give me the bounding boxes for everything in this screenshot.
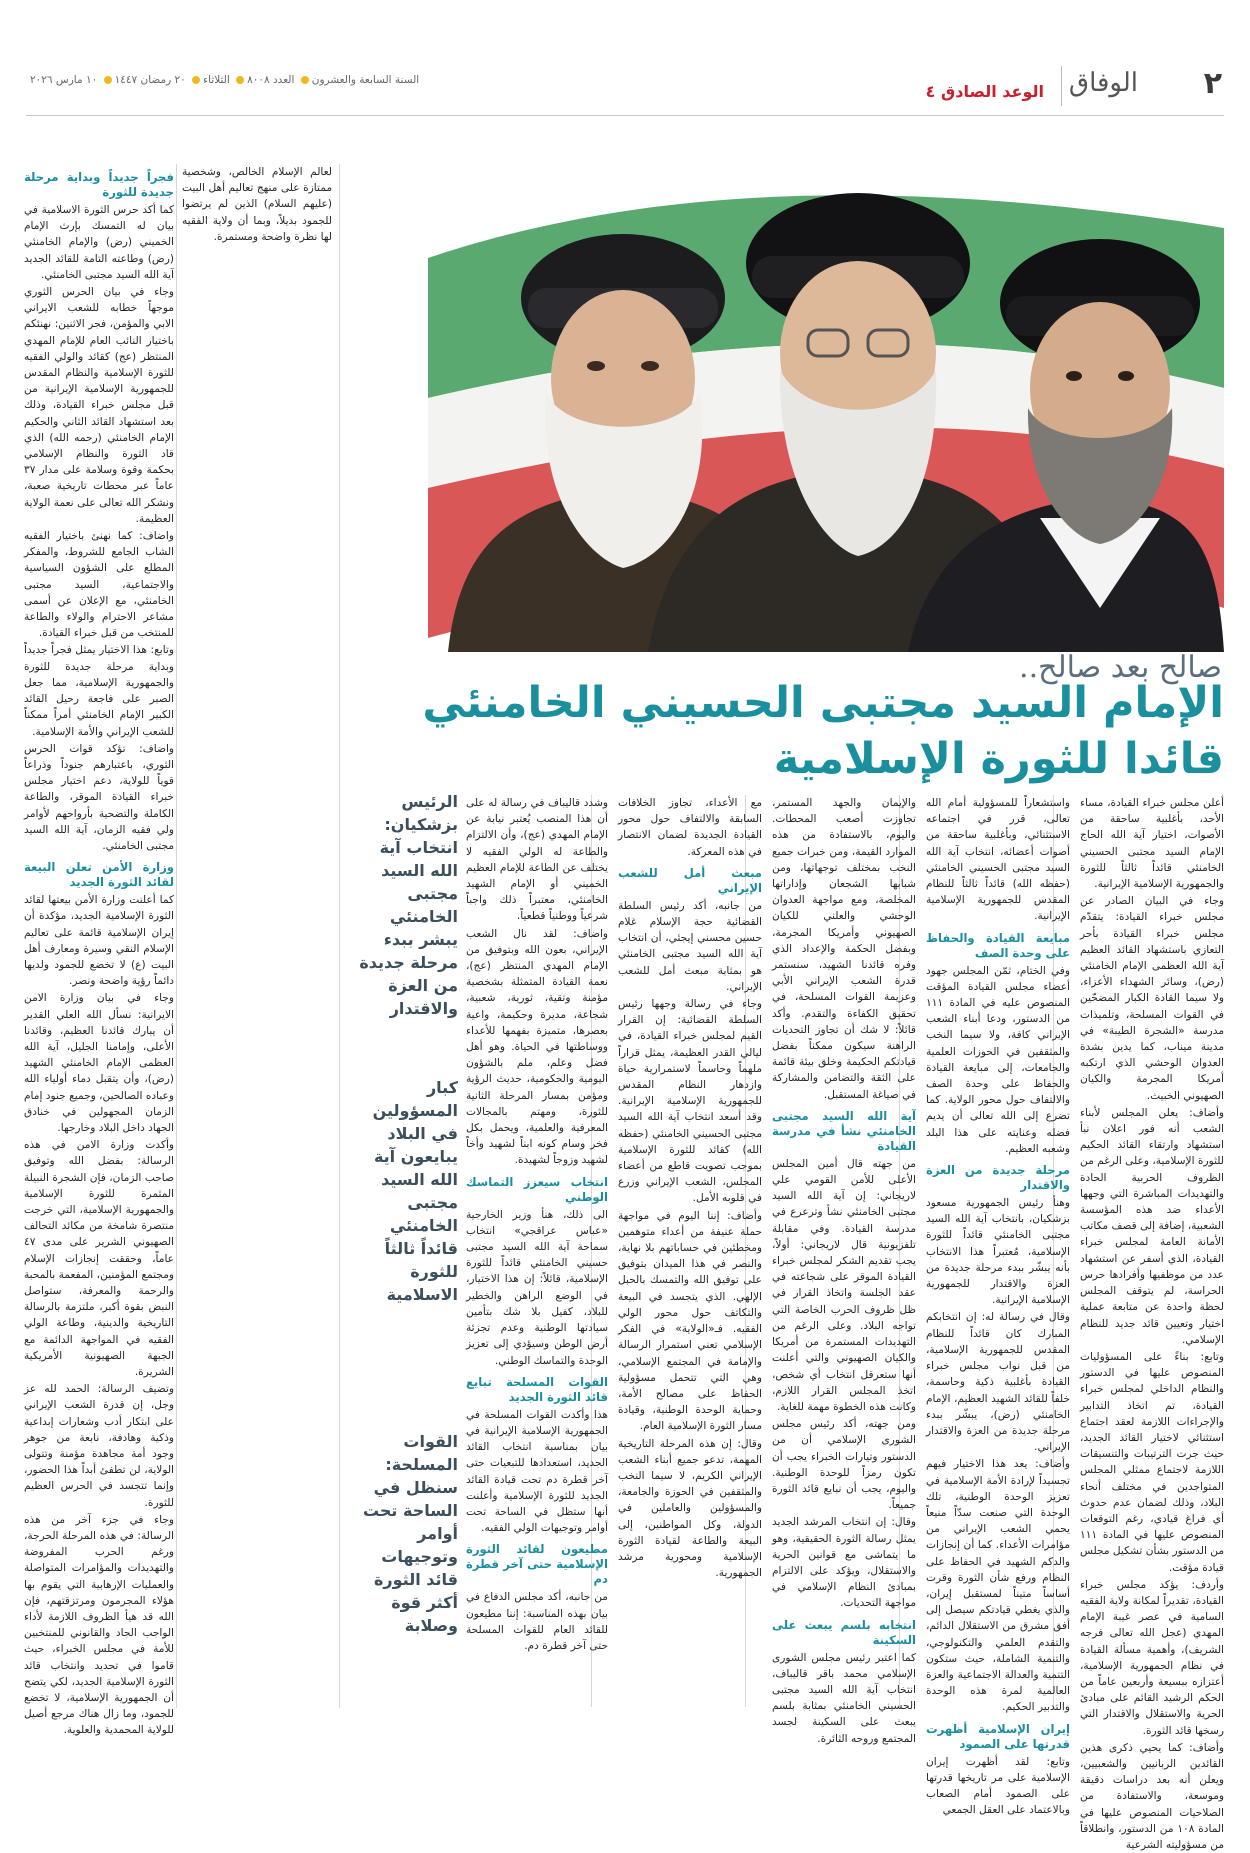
paragraph: كما اعتبر رئيس مجلس الشورى الإسلامي محمد باقر قاليباف، انتخاب آية الله السيد مجتبى الحسيني الخامنئي بمثابة بلسم يبعث على السكينة لجسد المجتمع وروحه الثائرة. [772, 1651, 916, 1745]
paragraph: وأضاف: يعد هذا الاختيار فيهم تجسيداً لإرادة الأمة الإسلامية في تعزيز الوحدة الوطنية، تلك الوحدة التي صنعت سدّاً منيعاً يحمي الشعب الإيراني من مؤامرات الأعداء. كما أن إنجازات والدكم الشهيد في الحفاظ على النظام ورفع شأن الثورة وقرت أساساً متيناً لمستقبل إيران، والذي يغطي قيادتكم سيصل إلى أفق مشرق من الاستقلال الدائم، والتقدم العلمي والتكنولوجي، والتنمية الشاملة، حيث ستكون التنمية والعدالة الاجتماعية والعزة العالمية لمرة هذه الوحدة والتدبير الحكيم. [926, 1458, 1070, 1714]
paragraph: كما أعلنت وزارة الأمن بيعتها لقائد الثورة الإسلامية الجديد، مؤكدة أن إيران الإسلامية قائمة على تعاليم الإسلام النقي وسيرة ومعارف أهل البيت (ع) لا تخضع للجمود ولديها دائماً رؤية واضحة ونصر. [24, 894, 174, 988]
subheading: انتخاب سيعزز التماسك الوطني [466, 1174, 608, 1204]
paragraph: والإيمان والجهد المستمر، تجاوزت أصعب المحطات. واليوم، بالاستفادة من هذه الموارد القيمة، ومن خبرات جميع النخب بمختلف توجهاتها، ومن شبابها الشجعان وإداراتها المخلصة، ومع مواجهة العدوان الوحشي والعلني للكيان الصهيوني وأمريكا المجرمة، وبفضل الحكمة والإعداد الذي وفره قائدنا الشهيد، سنستمر قدرة الشعب الإيراني الأبي وعزيمة القوات المسلحة، في تحقيق الكفاءة والتقدم. وأكد قائلاً: لا شك أن تجاوز التحديات الراهنة سيكون ممكناً بفضل قيادتكم الحكيمة وخلق بيئة قائمة على الثقة والتضامن والمشاركة في صياغة المستقبل. [772, 797, 916, 1101]
paragraph: لعالم الإسلام الخالص، وشخصية ممتازة على منهج تعاليم أهل البيت (عليهم السلام) الذين لم يرتضوا للجمود بديلاً، وبما أن ولاية الفقيه لها نظرة واضحة ومستمرة. [182, 166, 332, 243]
dateline-hijri: ٢٠ رمضان ١٤٤٧ [114, 74, 186, 86]
paragraph: وأردف: يؤكد مجلس خبراء القيادة، تقديراً لمكانة ولاية الفقيه السامية في عصر غيبة الإمام المهدي (عجل الله تعالى فرجه الشريف)، وأهمية مسألة القيادة في نظام الجمهورية الإسلامية، أعتزازه ببسيعة وأربعين عاماً من الحكم الرشيد القائم على مبادئ الحرية والاستقلال والاقتدار التي رسخها قائد الثورة. [1080, 1578, 1224, 1737]
paragraph: مع الأعداء، تجاوز الخلافات السابقة والالتفاف حول محور القيادة الجديدة لضمان الانتصار في هذه المعركة. [618, 797, 762, 858]
paragraph: ومن جهته، أكد رئيس مجلس الشورى الإسلامي أن من الدستور وتيارات الخبراء يجب أن تكون رمزاً للوحدة الوطنية. واليوم، يجب أن نبايع قائد الثورة جميعاً. [772, 1418, 916, 1512]
page-header [26, 60, 1224, 116]
paragraph: وجاء في البيان الصادر عن مجلس خبراء القيادة: يتقدّم مجلس خبراء القيادة بأحر التعازي باستشهاد القائد العظيم آية الله العظمى الإمام الخامنئي (رض)، وسائر الشهداء الأعزاء، ولا سيما القادة الكبار المضحّين في القوات المسلحة، وتلميذات مدرسة «الشجرة الطيبة» في مدينة ميناب، كما يدين بشدة العدوان الوحشي الذي ارتكبه أمريكا المجرمة والكيان الصهيوني الخبيث. [1080, 895, 1224, 1102]
subheading: انتخابه بلسم يبعث على السكينة [772, 1617, 916, 1647]
paragraph: واضاف: تؤكد قوات الحرس الثوري، باعتبارهم جنوداً وذراعاً قوياً للولاية، دعم اختيار مجلس خبراء القيادة الموقر، والطاعة الكاملة والتضحية بأرواحهم لأوامر ولي فقيه الزمان، آية الله السيد مجتبى الخامنئي. [24, 742, 174, 852]
headline-line-1: الإمام السيد مجتبى الحسيني الخامنئي [422, 678, 1224, 728]
paragraph: وتابع: بناءً على المسؤوليات المنصوص عليها في الدستور والنظام الداخلي لمجلس خبراء القيادة، تم اتخاذ التدابير والإجراءات اللازمة لعقد اجتماع استثنائي لاختيار القائد الجديد، حيث جرت الترتيبات والتنسيقات اللازمة لاجتماع ممثلي المجلس المتواجدين في مختلف أنحاء البلاد، وذلك لضمان عدم حدوث أي فراغ قيادي، رغم التوقعات المنصوص عليها في المادة ١١١ من الدستور بشأن تشكيل مجلس قيادة مؤقت. [1079, 1350, 1224, 1574]
newspaper-logo: الوفاق [1068, 68, 1138, 98]
paragraph: وأضاف: إننا اليوم في مواجهة حملة عنيفة من أعداء متوهمين ومخطئين في حساباتهم بلا نهاية، والنصر في هذا الميدان بتوفيق على توفيق الله والتمسك بالحبل الإلهي. الذي يتجسد في البيعة والتكاتف حول محور الولي الفقيه. فـ«الولاية» في الفكر الإسلامي تعني استمرار الرسالة والإمامة في المجتمع الإسلامي، وهي التي تتحمل مسؤولية الحفاظ على مصالح الأمة، وحماية الوحدة الوطنية، وقيادة مسار الثورة الإسلامية العام. [618, 1209, 762, 1433]
subheading: إيران الإسلامية أظهرت قدرتها على الصمود [926, 1721, 1070, 1751]
paragraph: كما أكد حرس الثورة الاسلامية في بيان له التمسك بإرث الإمام الخميني (رض) والإمام الخامنئي (رض) وطاعته التامة للقائد الجديد آية الله السيد مجتبى الخامنئي. [24, 204, 174, 281]
paragraph: وأضاف: يعلن المجلس لأبناء الشعب أنه فور اعلان نبأ استشهاد وارتقاء القائد الحكيم للثورة الإسلامية، وعلى الرغم من الظروف الحربية الحادة والتهديدات المباشرة التي وجهها الأعداء ضد هذه المؤسسة الشعبية، إضافة إلى قصف مكاتب الأمانة العامة لمجلس خبراء القيادة، الذي أسفر عن استشهاد عدد من موظفيها وأفرادها حرس الحراسة، لم يتوقف المجلس لحظة واحدة عن متابعة عملية اختيار وتعيين قائد جديد للنظام الإسلامي. [1080, 1106, 1224, 1346]
page-number: ٢ [1203, 66, 1222, 101]
paragraph: وهنأ رئيس الجمهورية مسعود بزشكيان، بانتخاب آية الله السيد مجتبى الخامنئي قائداً للثورة الإسلامية، مُعتبراً هذا الانتخاب بأنه يبشّر ببدء مرحلة جديدة من العزة والاقتدار للجمهورية الإسلامية الإيرانية. [926, 1197, 1070, 1307]
subheading: وزارة الأمن تعلن البيعة لقائد الثورة الجديد [24, 860, 174, 890]
paragraph: وتابع: لقد أظهرت إيران الإسلامية على مر تاريخها قدرتها على الصمود أمام الصعاب وبالاعتماد على العقل الجمعي [926, 1755, 1070, 1817]
dot-icon [192, 76, 200, 84]
paragraph: وشدد قاليباف في رسالة له على أن هذا المنصب يُعتبر نيابة عن الإمام المهدي (عج)، وأن الالتزام والطاعة له الولي الفقيه لا يختلف عن الطاعة للإمام العظيم الخميني أو الإمام الشهيد الخامنئي، معتبراً ذلك واجباً شرعياً ووطنياً قطعياً. [466, 797, 608, 923]
dateline [30, 74, 419, 86]
article-column-6 [182, 164, 332, 1708]
dot-icon [236, 76, 244, 84]
paragraph: وتابع: هذا الاختيار يمثل فجراً جديداً وبداية مرحلة جديدة للثورة والجمهورية الإسلامية، مما جعل الصبر على فاجعة رحيل القائد الكبير الإمام الخامنئي أمراً ممكناً للشعب الإيراني والأمة الإسلامية. [24, 644, 174, 738]
pull-quote-officials: كبار المسؤولين في البلاد يبايعون آية الله السيد مجتبى الخامنئي قائداً ثالثاً للثورة الاسلامية [372, 1078, 458, 1304]
subheading: فجراً جديداً وبداية مرحلة جديدة للثورة [24, 170, 174, 199]
pull-quote-armed-forces: القوات المسلحة: سنظل في الساحة تحت أوامر وتوجيهات قائد الثورة أكثر قوة وصلابة [362, 1432, 458, 1635]
article-column-4 [618, 795, 762, 1707]
paragraph: وأضاف: كما يحيي ذكرى هذين القائدين الربانيين والشعبيين، ويعلن أنه بعد دراسات دقيقة وموسعة، والاستفادة من الصلاحيات المنصوص عليها في المادة ١٠٨ من الدستور، وانطلاقاً من مسؤوليته الشرعية [1080, 1741, 1224, 1851]
dot-icon [301, 76, 309, 84]
subheading: مطيعون لقائد الثورة الإسلامية حتى آخر قطرة دم [466, 1542, 608, 1587]
paragraph: واستشعاراً للمسؤولية أمام الله تعالى، قرر في اجتماعه الاستثنائي، وبأغلبية ساحقة من أصوات أعضائه، انتخاب آية الله السيد مجتبى الحسيني الخامنئي (حفظه الله) قائداً ثالثاً للنظام المقدس للجمهورية الإسلامية الإيرانية. [926, 797, 1070, 923]
subheading: مرحلة جديدة من العزة والاقتدار [926, 1163, 1070, 1193]
paragraph: وجاء في رسالة وجهها رئيس السلطة القضائية: إن القرار القيم لمجلس خبراء القيادة، في ليالي القدر العظيمة، يمثل قراراً ملهماً وحاسماً لاستمرارية حياة وازدهار النظام المقدس للجمهورية الإسلامية الإيرانية. وقد أسعد انتخاب آية الله السيد مجتبى الحسيني الخامنئي (حفظه الله) كقائد للثورة الإسلامية بموجب تصويت قاطع من أعضاء المجلس، الشعب الإيراني وزرع في قلوبه الأمل. [618, 998, 762, 1205]
article-column-5 [466, 795, 608, 1707]
column-rule [176, 164, 177, 1708]
subheading: آية الله السيد مجتبى الخامنئي نشأ في مدرسة القيادة [772, 1108, 916, 1153]
section-title: الوعد الصادق ٤ [925, 82, 1044, 101]
paragraph: أعلن مجلس خبراء القيادة، مساء الأحد، بأغلبية ساحقة من الأصوات، اختيار آية الله الحاج الإمام السيد مجتبى الحسيني الخامنئي قائداً ثالثاً للثورة والجمهورية الإسلامية الإيرانية. [1080, 797, 1224, 891]
paragraph: وقال: إن هذه المرحلة التاريخية المهمة، تدعو جميع أبناء الشعب الإيراني الكريم، لا سيما النخب والمثقفين في الحوزة والجامعة، والمسؤولين والعاملين في الدولة، وكل المواطنين، إلى البيعة والطاعة لقيادة الثورة الإسلامية ومحورية مرشد الجمهورية. [618, 1437, 762, 1580]
paragraph: وتضيف الرسالة: الحمد لله عز وجل، إن قدرة الشعب الإيراني على ابتكار أدب وشعارات إبداعية وذكية وهادفة، نابعة من جوهر وجود أمة مجاهدة مؤمنة وتتولى الولاية، لن تطفئ أبداً هذا الحضور، وإنما تتجسد في الحرس العظيم للثورة. [24, 1383, 174, 1509]
headline-kicker: صالح بعد صالح.. [1019, 650, 1222, 685]
subheading: مبايعة القيادة والحفاظ على وحدة الصف [926, 930, 1070, 960]
headline-line-2: قائدا للثورة الإسلامية [773, 734, 1224, 784]
paragraph: هذا وأكدت القوات المسلحة في الجمهورية الإسلامية الإيرانية في بيان بمناسبة انتخاب القائد الجديد، استعدادها للتبعيات حتى آخر قطرة دم تحت قيادة القائد الجديد للثورة الإسلامية وأعلنت أنها ستظل في الساحة تحت أوامر وتوجيهات الولي الفقيه. [466, 1408, 608, 1535]
paragraph: وقال في رسالة له: إن انتخابكم المبارك كان قائداً للنظام المقدس للجمهورية الإسلامية، من قبل نواب مجلس خبراء القيادة بأغلبية ذكية وحاسمة، خلفاً للقائد الشهيد العظيم، الإمام الخامنئي (رض)، يبشّر ببدء مرحلة جديدة من العزة والاقتدار الإيراني. [926, 1311, 1070, 1454]
column-rule [339, 164, 340, 1708]
header-divider [1061, 66, 1062, 106]
dateline-issue: العدد ٨٠٠٨ [247, 74, 295, 86]
hero-portraits [428, 138, 1224, 652]
paragraph: وجاء في جزء آخر من هذه الرسالة: في هذه المرحلة الحرجة، ورغم الحرب المفروضة والتهديدات والمؤامرات المتواصلة والعمليات الإرهابية التي يقوم بها هؤلاء المجرمون ومرتزقتهم، فإن الله قد هيأ الظروف اللازمة لأداء الواجب الجاد والقانوني للمنتخبين للأمة في مجلس الخبراء، حيث قاموا في تحديد وانتخاب قائد الثورة الإسلامية الجديد، لكي يتضح أن الجمهورية الإسلامية، لا تخضع للجمود، وما زال هناك مرجع أصيل للولاية المحمدية والعلوية. [24, 1513, 174, 1737]
paragraph: من جانبه، أكد رئيس السلطة القضائية حجة الإسلام غلام حسين محسني إيجئي، أن انتخاب آية الله السيد مجتبى الخامنئي هو بمثابة مبعث أمل للشعب الإيراني. [618, 899, 762, 993]
paragraph: من جهته قال أمين المجلس الأعلى للأمن القومي علي لاريجاني: إن آية الله السيد مجتبى الخامنئي نشأ وترعرع في مدرسة القيادة. وفي مقابلة تلفزيونية قال لاريجاني: أولاً، يجب تقديم الشكر لمجلس خبراء القيادة الموقر على شجاعته في عقد الجلسة واتخاذ القرار في ظل ظروف الحرب الخاصة التي تواجه البلاد. وعلى الرغم من التهديدات المستمرة من أمريكا والكيان الصهيوني والتي أعلنت أنها ستعرقل انتخاب أي شخص، اتخذ المجلس القرار اللازم، وكانت هذه الخطوة مهمة للغاية. [772, 1157, 916, 1413]
portraits-illustration [428, 138, 1224, 652]
article-column-3 [772, 795, 916, 1745]
pull-quote-president: الرئيس بزشكيان: انتخاب آية الله السيد مجتبى الخامنئي يبشر ببدء مرحلة جديدة من العزة والاقتدار [359, 792, 458, 1018]
paragraph: وجاء في بيان الحرس الثوري موجهاً خطابه للشعب الايراني الابي والمؤمن، فجر الاثنين: نهنئكم باختيار النائب العام للإمام المهدي المنتظر (عج) كقائد والولي الفقيه للثورة الإسلامية والنظام المقدس للجمهورية الإسلامية الإيرانية من قبل مجلس خبراء القيادة، وذلك بعد استشهاد القائد الثاني والحكيم الإمام الخامنئي (رحمه الله) الذي قاد الثورة والنظام الإسلامي بحكمة وقوة وسلامة على مدار ٣٧ عاماً عبر محطات تاريخية صعبة، ونشكر الله تعالى على نعمة الولاية العظيمة. [24, 286, 174, 525]
subheading: القوات المسلحة تبايع قائد الثورة الجديد [466, 1374, 608, 1404]
paragraph: واضاف: لقد نال الشعب الإيراني، بعون الله وبتوفيق من الإمام المهدي المنتظر (عج)، نعمة القيادة المتمثلة بشخصية مؤمنة وتقية، ثورية، شعبية، شجاعة، مديرة وحكيمة، واعية بعصرها، متميزة بفهمها للأعداء ووساطتها في الحياة. وهو أهل فضل وعلم، ملم بالشؤون اليومية والحكومية، حديث الرؤية ومؤمن بمسار المرحلة الثانية للثورة، ومهتم بالمجالات المعرفية والعلمية، ويحمل بكل فخر وسام كونه ابناً لشهيد وأخاً لشهيد وزوجاً لشهيدة. [466, 927, 608, 1167]
dot-icon [104, 76, 112, 84]
subheading: مبعث أمل للشعب الإيراني [618, 865, 762, 895]
article-column-2 [926, 795, 1070, 1817]
paragraph: وجاء في بيان وزارة الامن الايرانية: نسأل الله العلي القدير أن يبارك قائدنا العظيم، وقائدنا الأعلى، وإمامنا الجليل، آية الله العظمى الإمام الخامنئي الشهيد (رض)، وأن يتقبل دماء أولياء الله وعباده الصالحين، وجميع جنود إمام الزمان المجهولين في خنادق الجهاد داخل البلاد وخارجها. [24, 992, 174, 1134]
paragraph: من جانبه، أكد مجلس الدفاع في بيان بهذه المناسبة: إننا مطيعون للقائد العام للقوات المسلحة حتى آخر قطرة دم. [466, 1591, 608, 1652]
article-column-7 [24, 164, 174, 1737]
article-column-1 [1079, 795, 1224, 1851]
dateline-year: السنة السابعة والعشرون [311, 74, 420, 86]
paragraph: وقال: إن انتخاب المرشد الجديد يمثل رسالة الثورة الحقيقية، وهو ما يتماشى مع قوانين الحرية والاستقلال، ويؤكد على الالتزام بمبادئ النظام الإسلامي في مواجهة التحديات. [772, 1516, 916, 1610]
paragraph: وأكدت وزارة الامن في هذه الرسالة: بفضل الله وتوفيق صاحب الزمان، فإن الشجرة النبيلة المثمرة للثورة الإسلامية والجمهورية الإسلامية، التي خرجت منتصرة شامخة من مكائد التحالف الصهيوني الشرير على مدى ٤٧ عاماً، وحققت إنجازات الإسلام ومجتمع المؤمنين، المفعمة بالمحبة والرحمة والمعرفة، ستواصل النبض بقوة أكبر، ملتزمة بالرسالة التاريخية والدينية، وطاعة الولي الفقيه في المواجهة الدائمة مع الجبهة الصهيونية الأمريكية الشريرة. [24, 1139, 174, 1379]
paragraph: وفي الختام، ثمّن المجلس جهود أعضاء مجلس القيادة المؤقت المنصوص عليه في المادة ١١١ من الدستور، ودعا أبناء الشعب الإيراني كافة، ولا سيما النخب والمثقفين في الحوزات العلمية والجامعات، إلى مبايعة القيادة والحفاظ على وحدة الصف والالتفاف حول محور الولاية. كما تضرع إلى الله تعالى أن يديم فضله وعنايته على هذا البلد وشعبه العظيم. [926, 964, 1070, 1155]
paragraph: واضاف: كما نهنئ باختيار الفقيه الشاب الجامع للشروط، والمفكر المطلع على الشؤون السياسية والاجتماعية، السيد مجتبى الخامنئي، مع الإعلان عن أسمى مشاعر الاحترام والولاء والطاعة للمنتخب من قبل خبراء القيادة. [24, 530, 174, 640]
dateline-day: الثلاثاء [203, 74, 230, 86]
paragraph: الى ذلك، هنأ وزير الخارجية «عباس عراقجي» انتخاب سماحة آية الله السيد مجتبى حسيني الخامنئي قائداً للثورة الإسلامية، قائلاً: إن هذا الاختيار، في الوضع الراهن والخطير للبلاد، كفيل بلا شك بتأمين سيادتها الوطنية وعدم تجزئة أرض الوطن وسيؤدي إلى تعزيز الوحدة والتماسك الوطني. [466, 1208, 608, 1367]
dateline-gregorian: ١٠ مارس ٢٠٢٦ [30, 74, 98, 86]
